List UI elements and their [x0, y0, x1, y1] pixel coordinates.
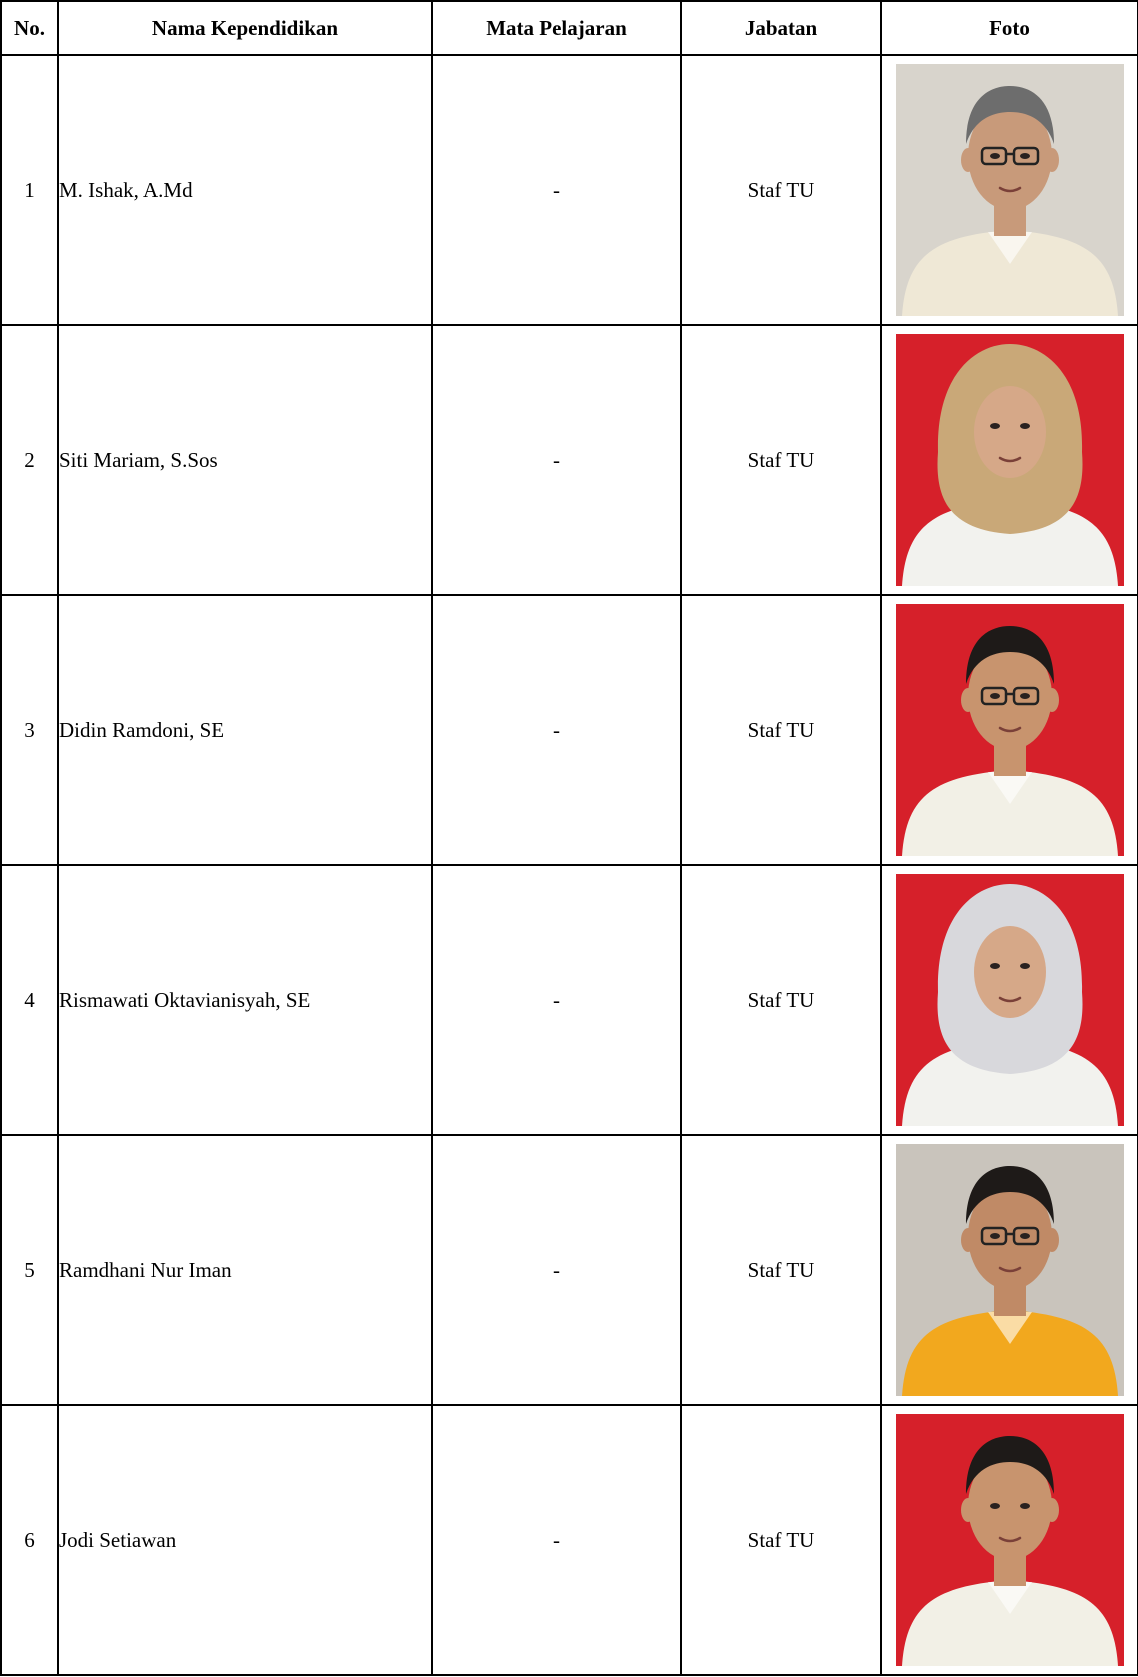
header-subject: Mata Pelajaran	[432, 1, 681, 55]
photo-cell	[881, 55, 1138, 325]
row-number: 4	[1, 865, 58, 1135]
position-cell: Staf TU	[681, 55, 881, 325]
row-number: 3	[1, 595, 58, 865]
table-header-row	[1, 1, 1138, 55]
subject-cell: -	[432, 325, 681, 595]
row-number: 6	[1, 1405, 58, 1675]
table-row	[1, 1405, 1138, 1675]
table-row	[1, 595, 1138, 865]
staff-name: M. Ishak, A.Md	[58, 55, 432, 325]
staff-photo	[896, 1144, 1124, 1396]
staff-photo	[896, 604, 1124, 856]
position-cell: Staf TU	[681, 1135, 881, 1405]
subject-cell: -	[432, 1405, 681, 1675]
position-cell: Staf TU	[681, 595, 881, 865]
photo-cell	[881, 1135, 1138, 1405]
staff-photo	[896, 64, 1124, 316]
staff-name: Siti Mariam, S.Sos	[58, 325, 432, 595]
table-row	[1, 1135, 1138, 1405]
photo-cell	[881, 865, 1138, 1135]
staff-photo	[896, 1414, 1124, 1666]
staff-photo	[896, 874, 1124, 1126]
header-photo: Foto	[881, 1, 1138, 55]
staff-name: Didin Ramdoni, SE	[58, 595, 432, 865]
header-name: Nama Kependidikan	[58, 1, 432, 55]
row-number: 2	[1, 325, 58, 595]
header-no: No.	[1, 1, 58, 55]
position-cell: Staf TU	[681, 1405, 881, 1675]
table-row	[1, 865, 1138, 1135]
position-cell: Staf TU	[681, 865, 881, 1135]
staff-name: Jodi Setiawan	[58, 1405, 432, 1675]
staff-photo	[896, 334, 1124, 586]
header-position: Jabatan	[681, 1, 881, 55]
photo-cell	[881, 325, 1138, 595]
subject-cell: -	[432, 1135, 681, 1405]
staff-name: Rismawati Oktavianisyah, SE	[58, 865, 432, 1135]
staff-name: Ramdhani Nur Iman	[58, 1135, 432, 1405]
row-number: 1	[1, 55, 58, 325]
row-number: 5	[1, 1135, 58, 1405]
subject-cell: -	[432, 865, 681, 1135]
subject-cell: -	[432, 595, 681, 865]
table-row	[1, 325, 1138, 595]
subject-cell: -	[432, 55, 681, 325]
table-row	[1, 55, 1138, 325]
photo-cell	[881, 595, 1138, 865]
photo-cell	[881, 1405, 1138, 1675]
position-cell: Staf TU	[681, 325, 881, 595]
